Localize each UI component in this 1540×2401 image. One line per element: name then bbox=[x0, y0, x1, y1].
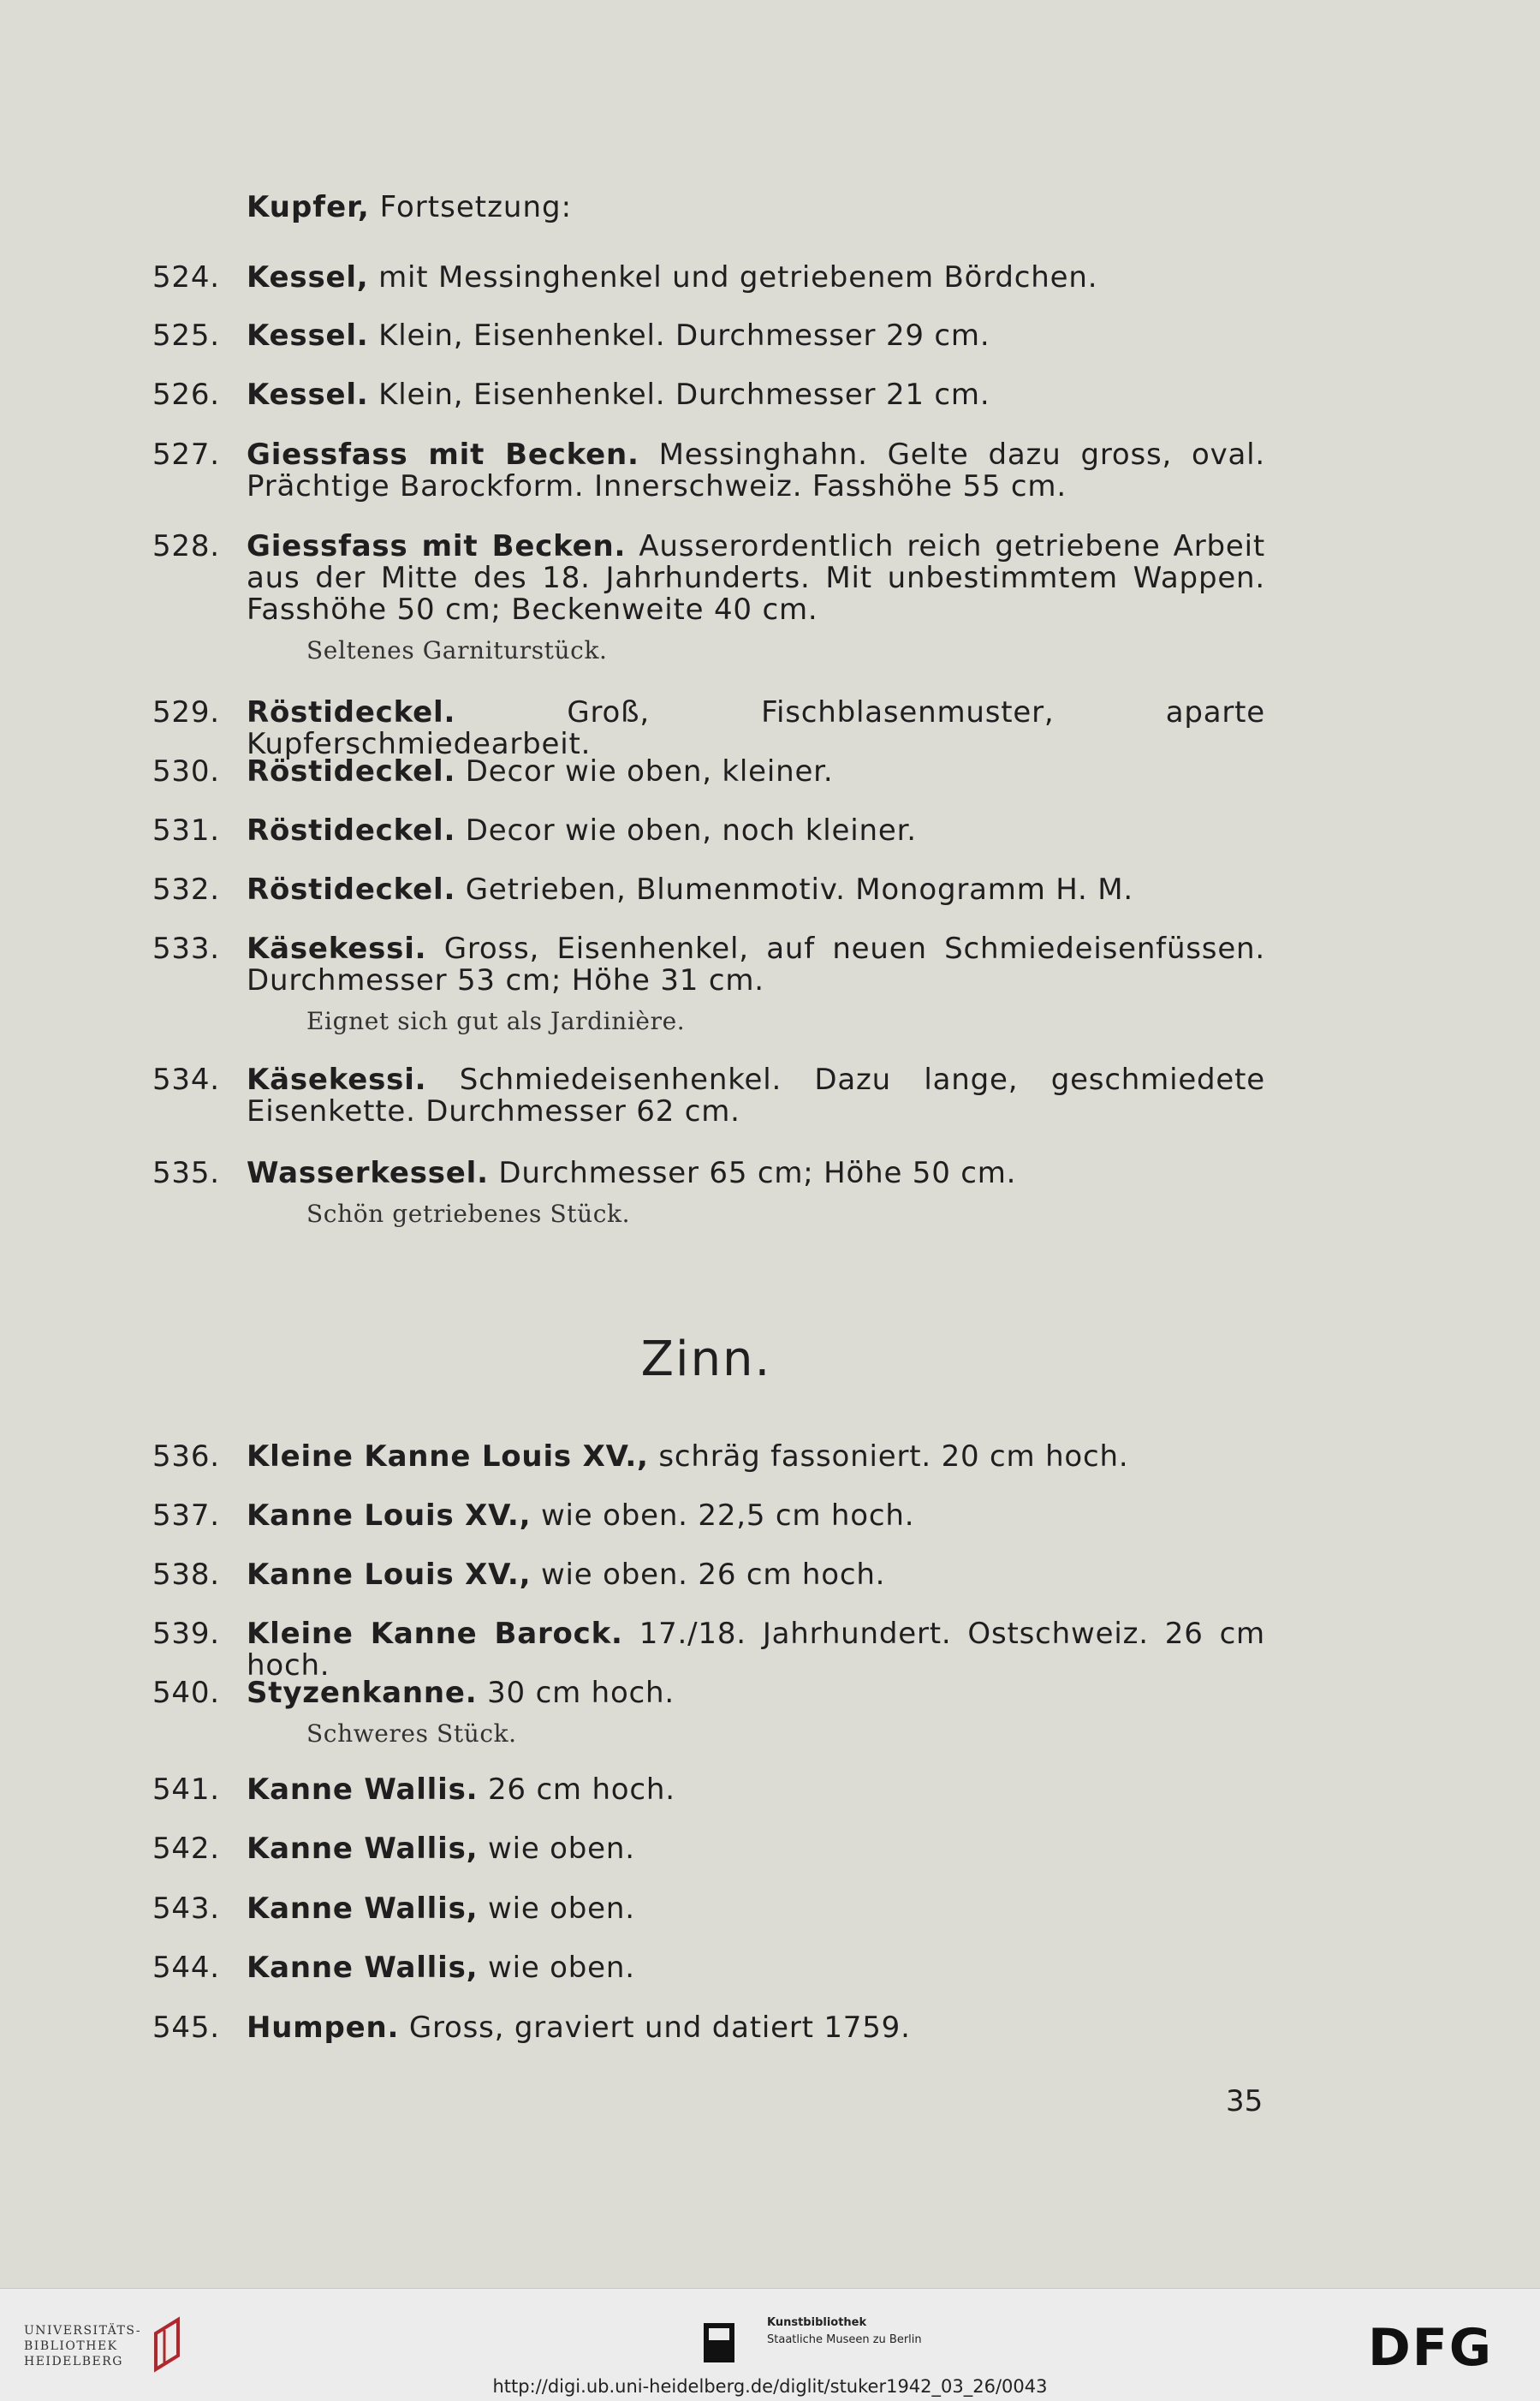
entry-number: 545. bbox=[152, 2011, 220, 2045]
kunstbibliothek-logo-icon bbox=[702, 2321, 736, 2364]
entry-number: 532. bbox=[152, 873, 220, 907]
entry-body bbox=[247, 1774, 1265, 1806]
entry-title: Kessel. bbox=[247, 378, 369, 412]
page-number: 35 bbox=[1226, 2084, 1264, 2118]
entry-body bbox=[247, 1158, 1265, 1230]
entry-number: 527. bbox=[152, 438, 220, 472]
entry-body bbox=[247, 1952, 1265, 1984]
entry-number: 524. bbox=[152, 260, 220, 295]
entry-number: 534. bbox=[152, 1063, 220, 1097]
entry-number: 530. bbox=[152, 754, 220, 789]
entry-number: 541. bbox=[152, 1772, 220, 1807]
entry-number: 544. bbox=[152, 1951, 220, 1985]
catalog-entry bbox=[152, 697, 1265, 760]
entry-body bbox=[247, 1559, 1265, 1591]
entry-title: Kleine Kanne Barock. bbox=[247, 1617, 623, 1651]
entry-number: 540. bbox=[152, 1676, 220, 1710]
university-library-logo[interactable] bbox=[24, 2323, 141, 2369]
catalog-entry bbox=[152, 2012, 1265, 2044]
entry-body bbox=[247, 933, 1265, 1037]
entry-body bbox=[247, 697, 1265, 760]
catalog-entry bbox=[152, 1774, 1265, 1806]
entry-title: Kanne Wallis, bbox=[247, 1951, 479, 1985]
entry-note: Schweres Stück. bbox=[306, 1719, 517, 1748]
entry-text: 17./18. Jahrhundert. Ostschweiz. 26 cm hoch. bbox=[247, 1617, 1265, 1683]
catalog-entry bbox=[152, 933, 1265, 1037]
catalog-entry bbox=[152, 1559, 1265, 1591]
entry-title: Kanne Wallis, bbox=[247, 1832, 479, 1866]
entry-text: schräg fassoniert. 20 cm hoch. bbox=[648, 1439, 1129, 1474]
entry-text: Ausserordentlich reich getriebene Arbeit aus der Mitte des 18. Jahrhunderts. Mit unbestimmtem Wappen. Fasshöhe 50 cm; Beckenweite 40 cm. bbox=[247, 529, 1266, 627]
entry-text: wie oben. 22,5 cm hoch. bbox=[531, 1498, 915, 1533]
section-heading-rest: Fortsetzung: bbox=[369, 190, 573, 224]
entry-number: 535. bbox=[152, 1156, 220, 1190]
kb-line: Kunstbibliothek bbox=[767, 2316, 867, 2329]
entry-title: Kanne Louis XV., bbox=[247, 1498, 532, 1533]
catalog-entry bbox=[152, 320, 1265, 352]
entry-text: Messinghahn. Gelte dazu gross, oval. Prächtige Barockform. Innerschweiz. Fasshöhe 55 cm. bbox=[247, 438, 1266, 503]
entry-number: 537. bbox=[152, 1498, 220, 1533]
entry-title: Wasserkessel. bbox=[247, 1156, 489, 1190]
entry-body bbox=[247, 1893, 1265, 1925]
dfg-logo[interactable]: DFG bbox=[1368, 2318, 1494, 2378]
catalog-entry bbox=[152, 531, 1265, 666]
entry-note: Schön getriebenes Stück. bbox=[306, 1200, 631, 1228]
entry-body bbox=[247, 1441, 1265, 1473]
entry-title: Käsekessi. bbox=[247, 1063, 427, 1097]
entry-body bbox=[247, 874, 1265, 906]
entry-body bbox=[247, 531, 1265, 666]
entry-title: Giessfass mit Becken. bbox=[247, 529, 627, 563]
entry-text: Groß, Fischblasenmuster, aparte Kupferschmiedearbeit. bbox=[247, 695, 1265, 761]
entry-body bbox=[247, 1064, 1265, 1128]
entry-number: 536. bbox=[152, 1439, 220, 1474]
entry-body bbox=[247, 1833, 1265, 1865]
entry-text: Getrieben, Blumenmotiv. Monogramm H. M. bbox=[455, 873, 1133, 907]
entry-text: Durchmesser 65 cm; Höhe 50 cm. bbox=[488, 1156, 1017, 1190]
entry-number: 525. bbox=[152, 319, 220, 353]
entry-number: 533. bbox=[152, 932, 220, 966]
uni-line: BIBLIOTHEK bbox=[24, 2339, 118, 2353]
entry-body bbox=[247, 1677, 1265, 1749]
section-title-zinn: Zinn. bbox=[640, 1332, 772, 1387]
entry-number: 528. bbox=[152, 529, 220, 563]
catalog-entry bbox=[152, 1064, 1265, 1128]
entry-body bbox=[247, 1618, 1265, 1682]
entry-number: 543. bbox=[152, 1892, 220, 1926]
kunstbibliothek-logo[interactable] bbox=[767, 2315, 922, 2349]
entry-title: Giessfass mit Becken. bbox=[247, 438, 639, 472]
entry-text: Klein, Eisenhenkel. Durchmesser 21 cm. bbox=[368, 378, 990, 412]
entry-text: Decor wie oben, kleiner. bbox=[455, 754, 834, 789]
entry-body bbox=[247, 379, 1265, 411]
entry-text: wie oben. bbox=[478, 1832, 635, 1866]
entry-title: Kanne Wallis, bbox=[247, 1892, 479, 1926]
catalog-entry bbox=[152, 1618, 1265, 1682]
entry-text: mit Messinghenkel und getriebenem Bördchen. bbox=[368, 260, 1098, 295]
entry-text: Gross, graviert und datiert 1759. bbox=[399, 2011, 911, 2045]
entry-body bbox=[247, 320, 1265, 352]
catalog-entry bbox=[152, 815, 1265, 847]
catalog-entry bbox=[152, 1158, 1265, 1230]
entry-number: 539. bbox=[152, 1617, 220, 1651]
entry-number: 529. bbox=[152, 695, 220, 730]
entry-number: 526. bbox=[152, 378, 220, 412]
entry-body bbox=[247, 1500, 1265, 1532]
entry-title: Röstideckel. bbox=[247, 813, 456, 848]
kb-line: Staatliche Museen zu Berlin bbox=[767, 2333, 922, 2346]
entry-text: Gross, Eisenhenkel, auf neuen Schmiedeisenfüssen. Durchmesser 53 cm; Höhe 31 cm. bbox=[247, 932, 1265, 998]
entry-text: Schmiedeisenhenkel. Dazu lange, geschmiedete Eisenkette. Durchmesser 62 cm. bbox=[247, 1063, 1265, 1129]
entry-text: Decor wie oben, noch kleiner. bbox=[455, 813, 917, 848]
catalog-entry bbox=[152, 756, 1265, 788]
catalog-entry bbox=[152, 874, 1265, 906]
catalog-entry bbox=[152, 1500, 1265, 1532]
entry-number: 531. bbox=[152, 813, 220, 848]
catalog-entry bbox=[152, 262, 1265, 294]
section-heading-bold: Kupfer, bbox=[247, 190, 370, 224]
entry-body bbox=[247, 815, 1265, 847]
entry-title: Kanne Louis XV., bbox=[247, 1558, 532, 1592]
entry-note: Seltenes Garniturstück. bbox=[306, 636, 608, 664]
uni-line: UNIVERSITÄTS- bbox=[24, 2324, 142, 2338]
entry-title: Käsekessi. bbox=[247, 932, 427, 966]
entry-note: Eignet sich gut als Jardinière. bbox=[306, 1007, 686, 1035]
entry-text: wie oben. 26 cm hoch. bbox=[531, 1558, 886, 1592]
catalog-entry bbox=[152, 1677, 1265, 1749]
entry-body bbox=[247, 439, 1265, 503]
uni-line: HEIDELBERG bbox=[24, 2355, 123, 2368]
entry-title: Kleine Kanne Louis XV., bbox=[247, 1439, 649, 1474]
entry-title: Röstideckel. bbox=[247, 873, 456, 907]
entry-number: 542. bbox=[152, 1832, 220, 1866]
entry-body bbox=[247, 262, 1265, 294]
entry-text: 26 cm hoch. bbox=[478, 1772, 675, 1807]
permalink-url[interactable]: http://digi.ub.uni-heidelberg.de/diglit/stuker1942_03_26/0043 bbox=[492, 2376, 1048, 2397]
entry-title: Kanne Wallis. bbox=[247, 1772, 479, 1807]
catalog-entry bbox=[152, 439, 1265, 503]
entry-title: Styzenkanne. bbox=[247, 1676, 478, 1710]
uni-heidelberg-mark-icon bbox=[144, 2315, 185, 2374]
catalog-entry bbox=[152, 379, 1265, 411]
entry-text: wie oben. bbox=[478, 1892, 635, 1926]
section-heading bbox=[247, 190, 572, 224]
footer-bar bbox=[0, 2288, 1540, 2401]
entry-text: Klein, Eisenhenkel. Durchmesser 29 cm. bbox=[368, 319, 990, 353]
catalog-entry bbox=[152, 1952, 1265, 1984]
entry-body bbox=[247, 2012, 1265, 2044]
entry-title: Kessel. bbox=[247, 319, 369, 353]
catalog-entry bbox=[152, 1833, 1265, 1865]
entry-text: 30 cm hoch. bbox=[477, 1676, 675, 1710]
entry-title: Humpen. bbox=[247, 2011, 400, 2045]
entry-title: Röstideckel. bbox=[247, 754, 456, 789]
catalog-entry bbox=[152, 1441, 1265, 1473]
entry-title: Röstideckel. bbox=[247, 695, 456, 730]
entry-body bbox=[247, 756, 1265, 788]
entry-text: wie oben. bbox=[478, 1951, 635, 1985]
catalog-entry bbox=[152, 1893, 1265, 1925]
entry-title: Kessel, bbox=[247, 260, 369, 295]
entry-number: 538. bbox=[152, 1558, 220, 1592]
